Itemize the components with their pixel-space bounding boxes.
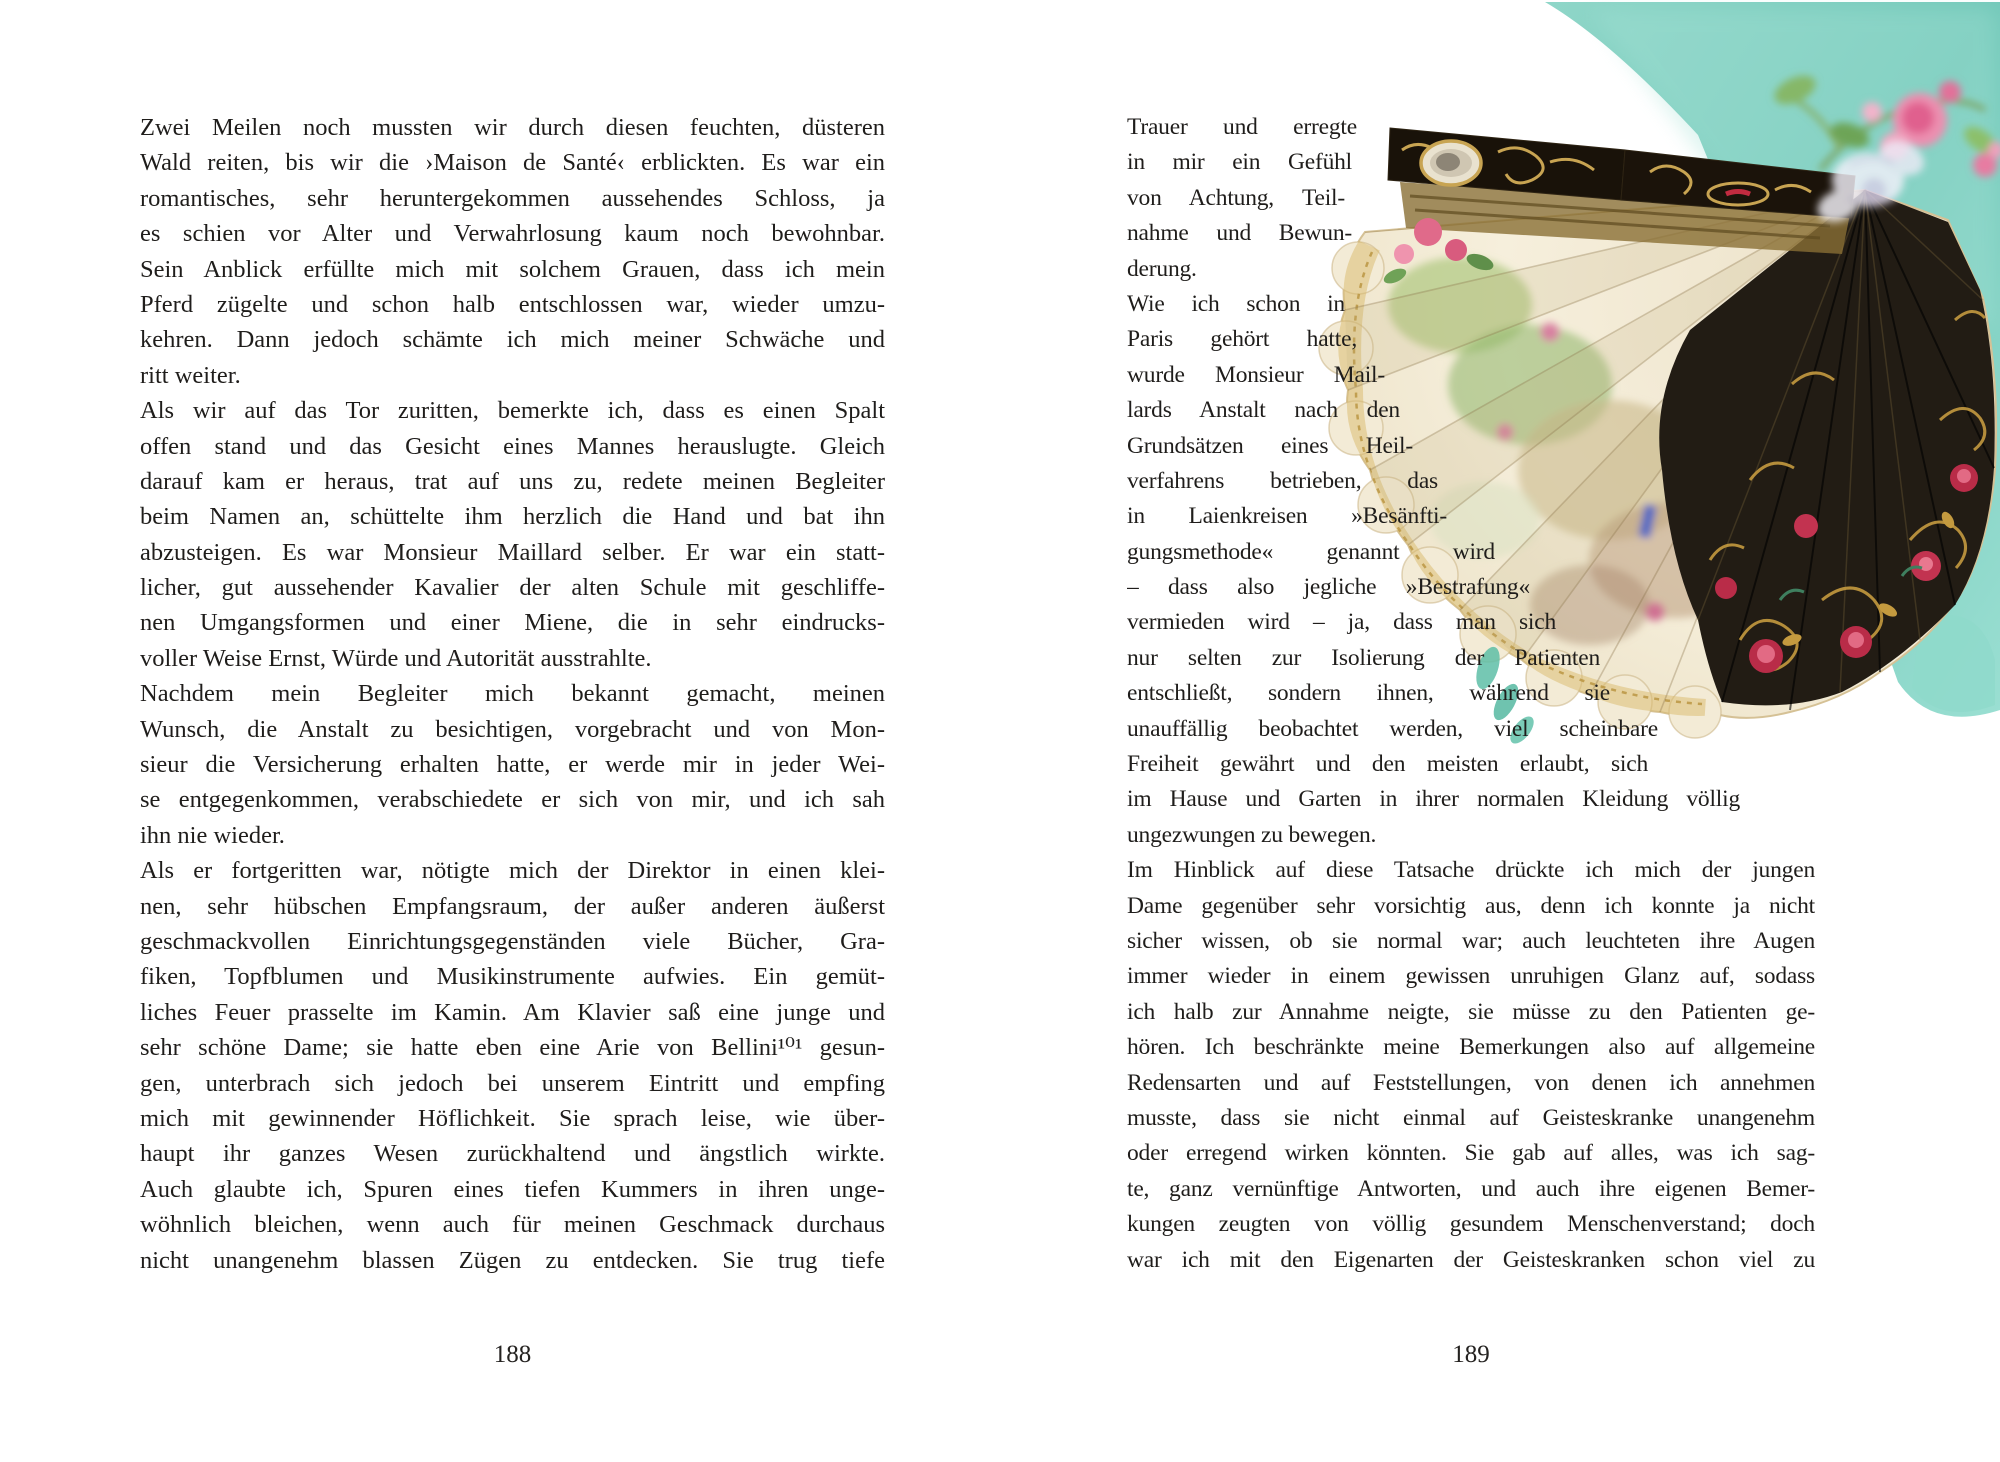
text-line: liches Feuer prasselte im Kamin. Am Klavier saß eine junge und xyxy=(140,998,885,1026)
text-line: derung. xyxy=(1127,255,1197,282)
text-line: kungen zeugten von völlig gesundem Menschenverstand; doch xyxy=(1127,1211,1815,1238)
text-line: abzusteigen. Es war Monsieur Maillard selber. Er war ein statt- xyxy=(140,538,885,566)
text-line: geschmackvollen Einrichtungsgegenständen viele Bücher, Gra- xyxy=(140,927,885,955)
text-line: se entgegenkommen, verabschiedete er sich von mir, und ich sah xyxy=(140,786,885,814)
text-line: gungsmethode« genannt wird xyxy=(1127,538,1495,565)
text-line: oder erregend wirken könnten. Sie gab auf alles, was ich sag- xyxy=(1127,1140,1815,1167)
text-line: musste, dass sie nicht einmal auf Geisteskranke unangenehm xyxy=(1127,1104,1815,1131)
text-line: nicht unangenehm blassen Zügen zu entdecken. Sie trug tiefe xyxy=(140,1246,885,1274)
text-line: war ich mit den Eigenarten der Geisteskranken schon viel zu xyxy=(1127,1246,1815,1273)
text-line: Paris gehört hatte, xyxy=(1127,326,1357,353)
text-line: sehr schöne Dame; sie hatte eben eine Arie von Bellini¹⁰¹ gesun- xyxy=(140,1034,885,1062)
text-line: haupt ihr ganzes Wesen zurückhaltend und ängstlich wirkte. xyxy=(140,1140,885,1168)
text-line: in Laienkreisen »Besänfti- xyxy=(1127,503,1447,530)
text-line: wurde Monsieur Mail- xyxy=(1127,361,1385,388)
text-line: ungezwungen zu bewegen. xyxy=(1127,821,1377,848)
text-line: ritt weiter. xyxy=(140,361,241,389)
text-line: unauffällig beobachtet werden, viel scheinbare xyxy=(1127,715,1658,742)
text-line: Trauer und erregte xyxy=(1127,114,1357,140)
text-line: Dame gegenüber sehr vorsichtig aus, denn ich konnte ja nicht xyxy=(1127,892,1815,919)
text-line: beim Namen an, schüttelte ihm herzlich die Hand und bat ihn xyxy=(140,503,885,531)
text-line: offen stand und das Gesicht eines Mannes herauslugte. Gleich xyxy=(140,432,885,460)
text-line: Wald reiten, bis wir die ›Maison de Santé‹ erblickten. Es war ein xyxy=(140,149,885,177)
text-line: ihn nie wieder. xyxy=(140,821,285,849)
text-line: te, ganz vernünftige Antworten, und auch ihre eigenen Bemer- xyxy=(1127,1175,1815,1202)
text-line: nen Umgangsformen und einer Miene, die in sehr eindrucks- xyxy=(140,609,885,637)
page-number-left: 188 xyxy=(493,1341,532,1368)
text-line: immer wieder in einem gewissen unruhigen Glanz auf, sodass xyxy=(1127,963,1815,990)
text-line: ich halb zur Annahme neigte, sie müsse zu den Patienten ge- xyxy=(1127,998,1815,1025)
page-left-text-block xyxy=(140,110,885,1278)
text-line: im Hause und Garten in ihrer normalen Kleidung völlig xyxy=(1127,786,1740,813)
text-line: sicher wissen, ob sie normal war; auch leuchteten ihre Augen xyxy=(1127,927,1815,954)
text-line: Als er fortgeritten war, nötigte mich der Direktor in einen klei- xyxy=(140,857,885,885)
text-line: von Achtung, Teil- xyxy=(1127,184,1345,211)
text-line: Als wir auf das Tor zuritten, bemerkte ich, dass es einen Spalt xyxy=(140,397,885,425)
text-line: mich mit gewinnender Höflichkeit. Sie sprach leise, wie über- xyxy=(140,1104,885,1132)
page-right-text-block xyxy=(1127,110,1815,1278)
text-line: wöhnlich bleichen, wenn auch für meinen Geschmack durchaus xyxy=(140,1211,885,1239)
text-line: Zwei Meilen noch mussten wir durch diesen feuchten, düsteren xyxy=(140,114,885,141)
text-line: nahme und Bewun- xyxy=(1127,220,1352,247)
text-line: nen, sehr hübschen Empfangsraum, der außer anderen äußerst xyxy=(140,892,885,920)
text-line: vermieden wird – ja, dass man sich xyxy=(1127,609,1556,636)
text-line: licher, gut aussehender Kavalier der alten Schule mit geschliffe- xyxy=(140,574,885,602)
text-line: Im Hinblick auf diese Tatsache drückte ich mich der jungen xyxy=(1127,857,1815,884)
text-line: – dass also jegliche »Bestrafung« xyxy=(1127,574,1530,601)
text-line: sieur die Versicherung erhalten hatte, er werde mir in jeder Wei- xyxy=(140,751,885,779)
text-line: Pferd zügelte und schon halb entschlossen war, wieder umzu- xyxy=(140,290,885,318)
text-line: Sein Anblick erfüllte mich mit solchem Grauen, dass ich mein xyxy=(140,255,885,283)
text-line: verfahrens betrieben, das xyxy=(1127,467,1438,494)
text-line: nur selten zur Isolierung der Patienten xyxy=(1127,644,1600,671)
text-line: in mir ein Gefühl xyxy=(1127,149,1352,176)
text-line: Nachdem mein Begleiter mich bekannt gemacht, meinen xyxy=(140,680,885,708)
text-line: kehren. Dann jedoch schämte ich mich meiner Schwäche und xyxy=(140,326,885,354)
text-line: gen, unterbrach sich jedoch bei unserem Eintritt und empfing xyxy=(140,1069,885,1097)
text-line: darauf kam er heraus, trat auf uns zu, redete meinen Begleiter xyxy=(140,467,885,495)
text-line: Grundsätzen eines Heil- xyxy=(1127,432,1413,459)
text-line: Wie ich schon in xyxy=(1127,290,1345,317)
text-line: hören. Ich beschränkte meine Bemerkungen also auf allgemeine xyxy=(1127,1034,1815,1061)
page-number-right: 189 xyxy=(1452,1341,1490,1368)
text-line: romantisches, sehr heruntergekommen aussehendes Schloss, ja xyxy=(140,184,885,212)
text-line: Freiheit gewährt und den meisten erlaubt, sich xyxy=(1127,751,1648,778)
text-line: es schien vor Alter und Verwahrlosung kaum noch bewohnbar. xyxy=(140,220,885,248)
text-line: Wunsch, die Anstalt zu besichtigen, vorgebracht und von Mon- xyxy=(140,715,885,743)
text-line: voller Weise Ernst, Würde und Autorität ausstrahlte. xyxy=(140,644,652,672)
text-line: lards Anstalt nach den xyxy=(1127,397,1400,424)
text-line: entschließt, sondern ihnen, während sie xyxy=(1127,680,1610,707)
text-line: fiken, Topfblumen und Musikinstrumente aufwies. Ein gemüt- xyxy=(140,963,885,991)
text-line: Redensarten und auf Feststellungen, von denen ich annehmen xyxy=(1127,1069,1815,1096)
text-line: Auch glaubte ich, Spuren eines tiefen Kummers in ihren unge- xyxy=(140,1175,885,1203)
